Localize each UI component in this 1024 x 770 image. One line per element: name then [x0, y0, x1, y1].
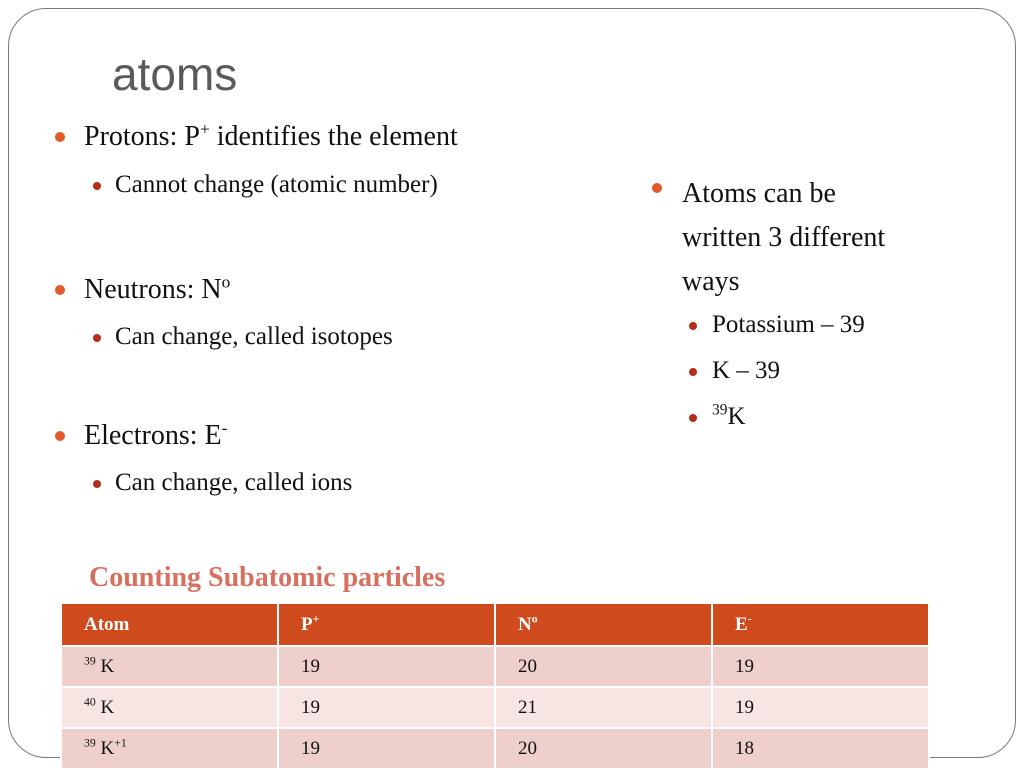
header-electrons: E- [712, 603, 929, 646]
sub-bullet-dot [689, 368, 697, 376]
sub-bullet-electrons: Can change, called ions [115, 469, 353, 496]
bullet-atoms-written: Atoms can be written 3 different ways [682, 178, 886, 297]
cell-neutrons: 20 [495, 646, 712, 687]
slide-title: atoms [112, 48, 238, 100]
cell-atom: $^{39}$ $K^{+1}$ [61, 728, 278, 769]
sub-bullet-dot [93, 182, 101, 190]
cell-protons: 19 [278, 646, 495, 687]
cell-electrons: 19 [712, 687, 929, 728]
sub-bullet-dot [689, 322, 697, 330]
sub-bullet-neutrons: Can change, called isotopes [115, 323, 393, 350]
bullet-dot [55, 132, 65, 142]
cell-protons: 19 [278, 687, 495, 728]
table-header-row [61, 603, 929, 646]
cell-electrons: 18 [712, 728, 929, 769]
sub-bullet-k-39: K – 39 [712, 357, 781, 384]
sub-bullet-dot [689, 414, 697, 422]
cell-electrons: 19 [712, 646, 929, 687]
cell-atom: $^{39}$ K [61, 646, 278, 687]
sub-bullet-isotope-notation: $^{39}$K [712, 401, 746, 430]
header-neutrons: $N^o$ [495, 603, 712, 646]
bullet-dot [55, 431, 65, 441]
cell-atom: $^{40}$ K [61, 687, 278, 728]
bullet-protons: Protons: P+ identifies the element [84, 119, 458, 152]
table-row [61, 646, 929, 687]
header-protons: P+ [278, 603, 495, 646]
bullet-neutrons: Neutrons: $N^o$ [84, 272, 231, 305]
cell-neutrons: 20 [495, 728, 712, 769]
bullet-dot [55, 285, 65, 295]
sub-bullet-dot [93, 480, 101, 488]
cell-neutrons: 21 [495, 687, 712, 728]
cell-protons: 19 [278, 728, 495, 769]
table-title: Counting Subatomic particles [89, 562, 446, 593]
header-atom: Atom [61, 603, 278, 646]
table-row [61, 728, 929, 769]
sub-bullet-dot [93, 334, 101, 342]
subatomic-table [60, 602, 930, 770]
sub-bullet-potassium: Potassium – 39 [712, 311, 865, 338]
bullet-dot [652, 183, 662, 193]
sub-bullet-protons: Cannot change (atomic number) [115, 171, 438, 198]
bullet-electrons: Electrons: E- [84, 418, 228, 451]
table-row [61, 687, 929, 728]
